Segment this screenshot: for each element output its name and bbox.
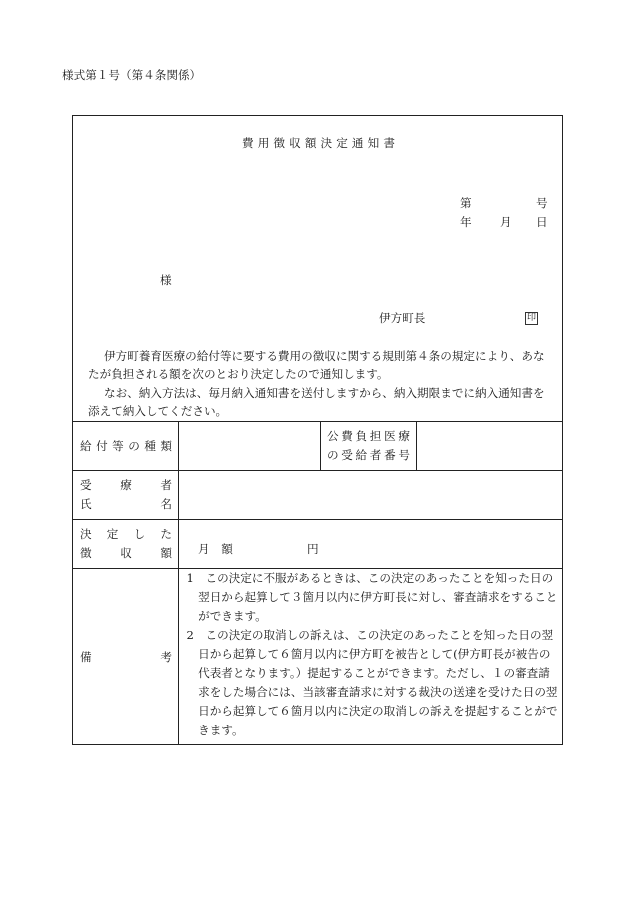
label-char: 額 — [304, 136, 317, 150]
label-char: 収 — [289, 136, 301, 150]
recipient-number-label — [327, 427, 410, 465]
table-row-patient-name — [73, 470, 562, 519]
label-char: 号 — [398, 448, 410, 462]
label-char: 定 — [106, 527, 119, 541]
label-char: 担 — [369, 429, 382, 443]
recipient-number-value-cell — [416, 422, 562, 470]
label-char: 徴 — [273, 136, 286, 150]
benefit-type-label-cell — [73, 422, 178, 470]
label-char: た — [160, 527, 172, 541]
label-char: 定 — [336, 136, 348, 150]
addressee-suffix: 様 — [160, 273, 172, 287]
benefit-type-value-cell — [178, 422, 320, 470]
recipient-number-label-line-1 — [327, 427, 410, 446]
label-char: 書 — [383, 136, 395, 150]
patient-name-label-cell — [73, 471, 178, 519]
table-row-benefit-type — [73, 421, 562, 470]
patient-name-label-line-2 — [80, 495, 172, 514]
recipient-number-label-line-2 — [327, 446, 410, 465]
payment-instructions-paragraph: なお、納入方法は、毎月納入通知書を送付しますから、納入期限までに納入通知書を添えて納入してください。 — [88, 385, 545, 419]
fee-monthly-label: 月 額 — [198, 542, 233, 556]
notice-number-suffix: 号 — [536, 196, 548, 210]
label-char: 類 — [160, 439, 172, 453]
label-char: 通 — [351, 136, 364, 150]
label-char: 給 — [80, 439, 92, 453]
notice-number-prefix: 第 — [460, 196, 472, 210]
label-char: 費 — [242, 136, 254, 150]
label-char: の — [327, 448, 339, 462]
label-char: 者 — [369, 448, 382, 462]
seal-mark: 印 — [526, 313, 536, 323]
label-char: 受 — [80, 478, 92, 492]
label-char: 給 — [355, 448, 368, 462]
label-char: 収 — [120, 546, 132, 560]
label-char: 療 — [120, 478, 132, 492]
label-char: 決 — [80, 527, 92, 541]
label-char: 知 — [367, 136, 380, 150]
remarks-list — [187, 569, 561, 740]
label-char: 額 — [160, 546, 172, 560]
label-char: 医 — [384, 429, 396, 443]
patient-name-label-line-1 — [80, 476, 172, 495]
fee-value-cell — [178, 520, 562, 568]
label-char: 決 — [320, 136, 333, 150]
remarks-item: 1 この決定に不服があるときは、この決定のあったことを知った日の翌日から起算して３箇月以内に伊方町長に対し、審査請求をすることができます。 — [186, 571, 558, 623]
remarks-label — [80, 649, 172, 665]
notice-body-paragraph: 伊方町養育医療の給付等に要する費用の徴収に関する規則第４条の規定により、あなたが負担される額を次のとおり決定したので通知します。 — [88, 348, 545, 382]
patient-name-value-cell — [178, 471, 562, 519]
label-char: 公 — [327, 429, 339, 443]
label-char: 徴 — [80, 546, 92, 560]
fee-unit: 円 — [307, 542, 319, 556]
recipient-number-label-cell — [320, 422, 416, 470]
notice-body — [88, 347, 550, 421]
label-char: し — [133, 527, 146, 541]
remarks-item: 2 この決定の取消しの訴えは、この決定のあったことを知った日の翌日から起算して６箇月以内に伊方町を被告として(伊方町長が被告の代表者となります。）提起することができます。ただし、１の審査請求をした場合には、当該審査請求に対する裁決の送達を受けた日の翌日から起算して６箇月以内に決定の取消しの訴えを提起することができます。 — [186, 628, 558, 737]
form-number-label: 様式第１号（第４条関係） — [62, 68, 202, 82]
label-char: 等 — [112, 439, 124, 453]
remarks-content-cell — [178, 569, 562, 744]
label-char: 受 — [341, 448, 353, 462]
benefit-type-label — [80, 438, 172, 454]
label-char: 番 — [384, 448, 396, 462]
issuer-name: 伊方町長 — [379, 311, 426, 325]
patient-name-label — [80, 476, 172, 514]
label-char: 用 — [257, 136, 270, 150]
fee-label-line-1 — [80, 525, 172, 544]
fee-label — [80, 525, 172, 563]
label-char: 付 — [96, 439, 108, 453]
date-month-label: 月 — [500, 215, 512, 229]
label-char: 名 — [160, 497, 172, 511]
label-char: 考 — [160, 650, 172, 664]
table-row-remarks — [73, 568, 562, 744]
label-char: 療 — [398, 429, 410, 443]
label-char: 種 — [144, 439, 156, 453]
remarks-label-cell — [73, 569, 178, 744]
notice-form-frame — [72, 115, 563, 745]
table-row-fee-amount — [73, 519, 562, 568]
document-title — [242, 135, 395, 151]
label-char: 負 — [355, 429, 368, 443]
label-char: 備 — [80, 650, 92, 664]
label-char: の — [128, 439, 140, 453]
fee-label-line-2 — [80, 544, 172, 563]
fee-label-cell — [73, 520, 178, 568]
date-year-label: 年 — [460, 215, 472, 229]
label-char: 者 — [160, 478, 172, 492]
label-char: 費 — [341, 429, 353, 443]
date-day-label: 日 — [536, 215, 548, 229]
label-char: 氏 — [80, 497, 92, 511]
